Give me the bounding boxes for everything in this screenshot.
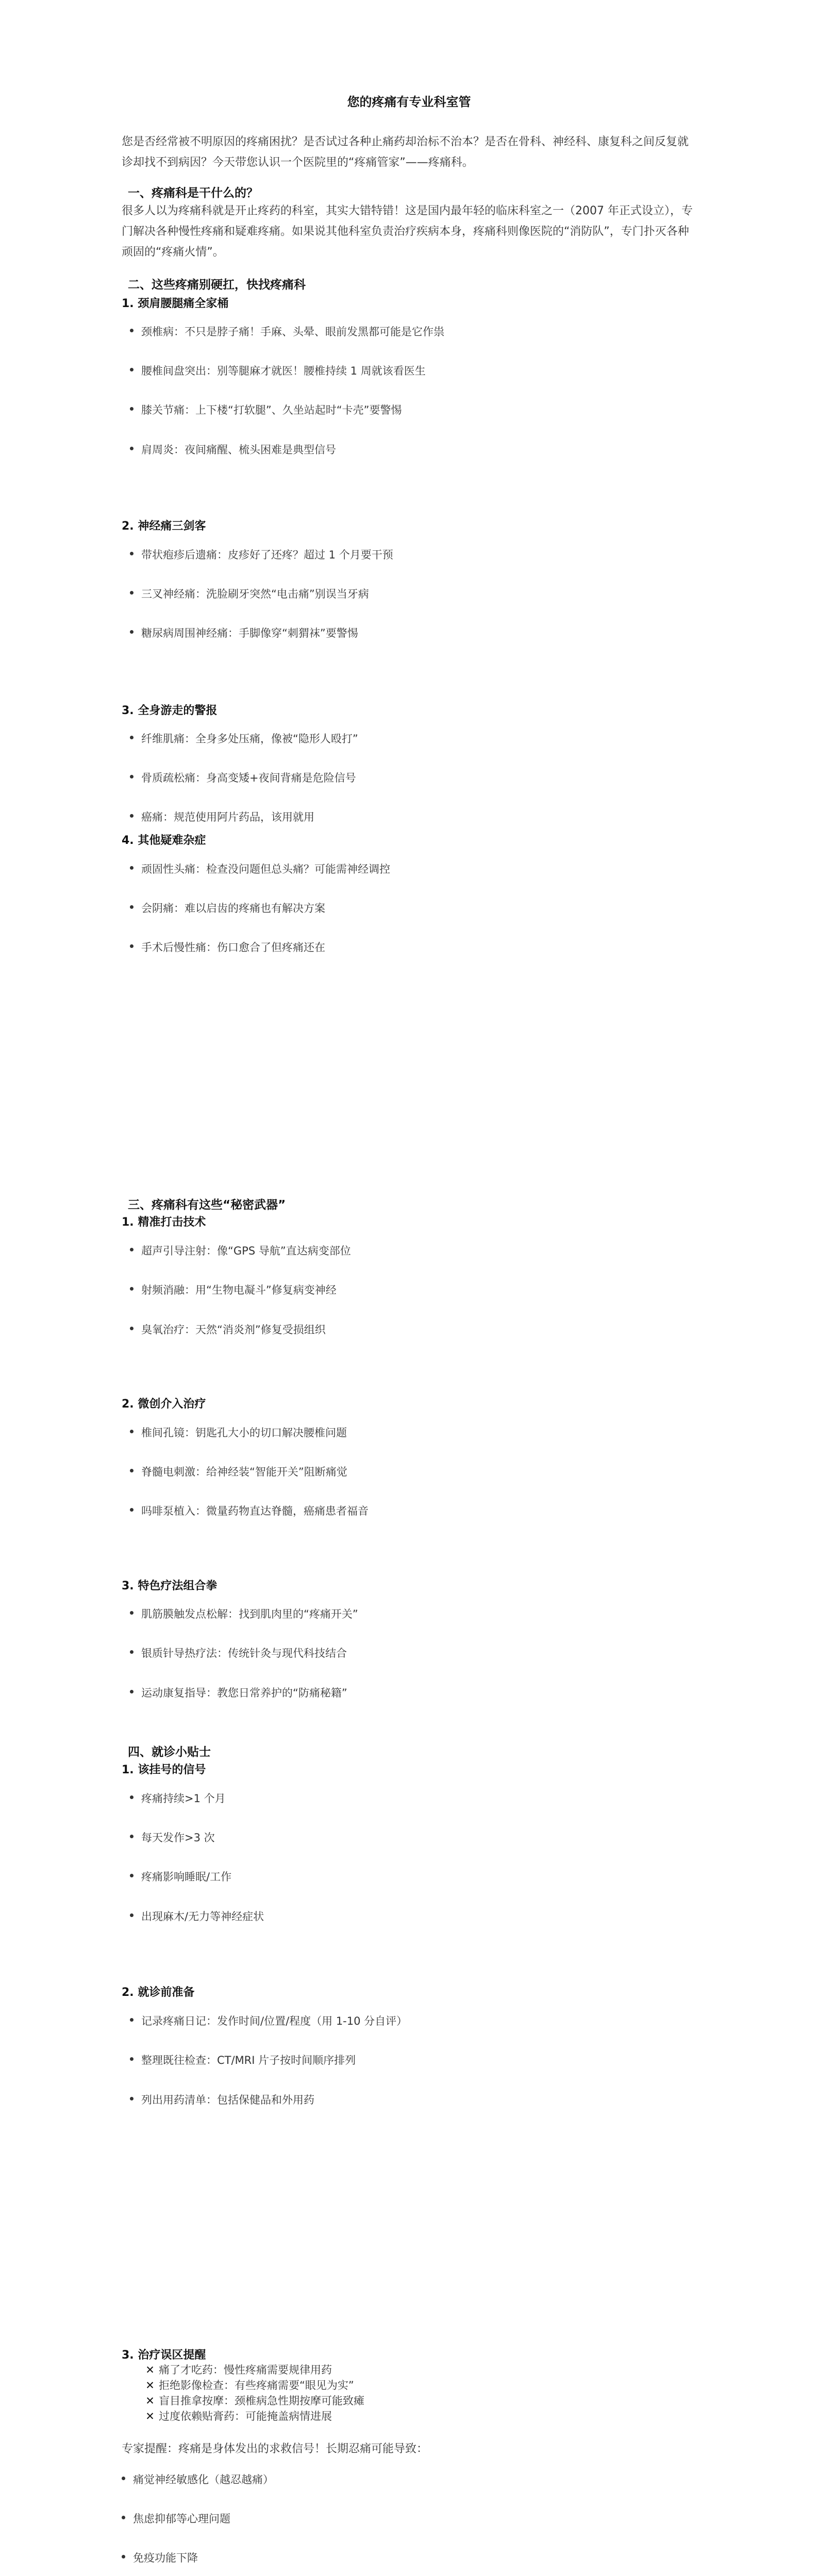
section-2-heading: 二、这些疼痛别硬扛，快找疼痛科 <box>128 278 306 292</box>
section-2-group-3-title: 3. 全身游走的警报 <box>122 704 218 717</box>
section-4-group-1-title: 1. 该挂号的信号 <box>122 1764 206 1776</box>
section-2-group-4-title: 4. 其他疑难杂症 <box>122 834 206 847</box>
list-item: 手术后慢性痛：伤口愈合了但疼痛还在 <box>141 939 325 955</box>
list-item: 膝关节痛：上下楼“打软腿”、久坐站起时“卡壳”要警惕 <box>141 402 402 417</box>
cross-icon: ✕ <box>145 2379 155 2392</box>
section-3-heading: 三、疼痛科有这些“秘密武器” <box>128 1198 286 1212</box>
list-item: 列出用药清单：包括保健品和外用药 <box>141 2092 314 2107</box>
section-4-heading: 四、就诊小贴士 <box>128 1745 211 1759</box>
list-item: 三叉神经痛：洗脸刷牙突然“电击痛”别误当牙病 <box>141 586 369 601</box>
list-item: 运动康复指导：教您日常养护的“防痛秘籍” <box>141 1685 347 1700</box>
list-item: ✕ 痛了才吃药：慢性疼痛需要规律用药 <box>143 2362 332 2377</box>
list-item: 疼痛影响睡眠/工作 <box>141 1869 231 1884</box>
list-item: 骨质疏松痛：身高变矮+夜间背痛是危险信号 <box>141 770 356 785</box>
list-item: 整理既往检查：CT/MRI 片子按时间顺序排列 <box>141 2052 356 2067</box>
list-item: 痛觉神经敏感化（越忍越痛） <box>133 2471 274 2487</box>
cross-icon: ✕ <box>145 2410 155 2422</box>
list-item: 肩周炎：夜间痛醒、梳头困难是典型信号 <box>141 442 336 457</box>
list-item: 焦虑抑郁等心理问题 <box>133 2511 230 2526</box>
cross-icon: ✕ <box>145 2395 155 2407</box>
intro-paragraph: 您是否经常被不明原因的疼痛困扰？是否试过各种止痛药却治标不治本？是否在骨科、神经科、康复科之间反复就诊却找不到病因？今天带您认识一个医院里的“疼痛管家”——疼痛科。 <box>122 135 689 169</box>
list-item: 纤维肌痛：全身多处压痛，像被“隐形人殴打” <box>141 731 358 746</box>
list-item: 吗啡泵植入：微量药物直达脊髓，癌痛患者福音 <box>141 1503 369 1518</box>
section-3-group-3-title: 3. 特色疗法组合拳 <box>122 1580 218 1592</box>
list-item: 脊髓电刺激：给神经装“智能开关”阻断痛觉 <box>141 1464 347 1479</box>
section-1-heading: 一、疼痛科是干什么的？ <box>128 187 258 200</box>
expert-reminder-text: 专家提醒：疼痛是身体发出的求救信号！长期忍痛可能导致： <box>122 2443 428 2455</box>
section-2-group-1-title: 1. 颈肩腰腿痛全家桶 <box>122 297 229 310</box>
list-item: 腰椎间盘突出：别等腿麻才就医！腰椎持续 1 周就该看医生 <box>141 363 426 378</box>
list-item: ✕ 拒绝影像检查：有些疼痛需要“眼见为实” <box>143 2377 354 2393</box>
list-item: 银质针导热疗法：传统针灸与现代科技结合 <box>141 1645 347 1660</box>
page-title: 您的疼痛有专业科室管 <box>347 95 471 109</box>
list-item: 免疫功能下降 <box>133 2550 198 2565</box>
list-item: 臭氧治疗：天然“消炎剂”修复受损组织 <box>141 1321 326 1337</box>
cross-icon: ✕ <box>145 2364 155 2376</box>
list-item: 癌痛：规范使用阿片药品，该用就用 <box>141 809 314 824</box>
list-item: 颈椎病：不只是脖子痛！手麻、头晕、眼前发黑都可能是它作祟 <box>141 324 444 339</box>
list-item: 每天发作>3 次 <box>141 1829 215 1845</box>
section-4-group-3-title: 3. 治疗误区提醒 <box>122 2349 206 2362</box>
list-item: 疼痛持续>1 个月 <box>141 1790 226 1806</box>
list-item: 带状疱疹后遗痛：皮疹好了还疼？超过 1 个月要干预 <box>141 547 393 562</box>
section-2-group-2-title: 2. 神经痛三剑客 <box>122 520 206 533</box>
section-4-group-2-title: 2. 就诊前准备 <box>122 1986 195 1999</box>
list-item: 会阴痛：难以启齿的疼痛也有解决方案 <box>141 900 325 916</box>
list-item: 肌筋膜触发点松解：找到肌肉里的“疼痛开关” <box>141 1606 358 1621</box>
list-item: 出现麻木/无力等神经症状 <box>141 1908 264 1924</box>
list-item: ✕ 过度依赖贴膏药：可能掩盖病情进展 <box>143 2408 332 2424</box>
section-3-group-1-title: 1. 精准打击技术 <box>122 1216 206 1229</box>
section-1-text: 很多人以为疼痛科就是开止疼药的科室，其实大错特错！这是国内最年轻的临床科室之一（2007 年正式设立），专门解决各种慢性疼痛和疑难疼痛。如果说其他科室负责治疗疾病本身，疼痛科则像医院的“消防队”，专门扑灭各种顽固的“疼痛火情”。 <box>122 205 693 259</box>
list-item: 射频消融：用“生物电凝斗”修复病变神经 <box>141 1282 337 1297</box>
list-item: 椎间孔镜：钥匙孔大小的切口解决腰椎问题 <box>141 1425 347 1440</box>
section-3-group-2-title: 2. 微创介入治疗 <box>122 1398 206 1411</box>
list-item: 记录疼痛日记：发作时间/位置/程度（用 1-10 分自评） <box>141 2013 407 2028</box>
list-item: ✕ 盲目推拿按摩：颈椎病急性期按摩可能致瘫 <box>143 2393 364 2408</box>
list-item: 超声引导注射：像“GPS 导航”直达病变部位 <box>141 1243 351 1258</box>
list-item: 糖尿病周围神经痛：手脚像穿“刺猬袜”要警惕 <box>141 625 358 640</box>
list-item: 顽固性头痛：检查没问题但总头痛？可能需神经调控 <box>141 861 390 876</box>
